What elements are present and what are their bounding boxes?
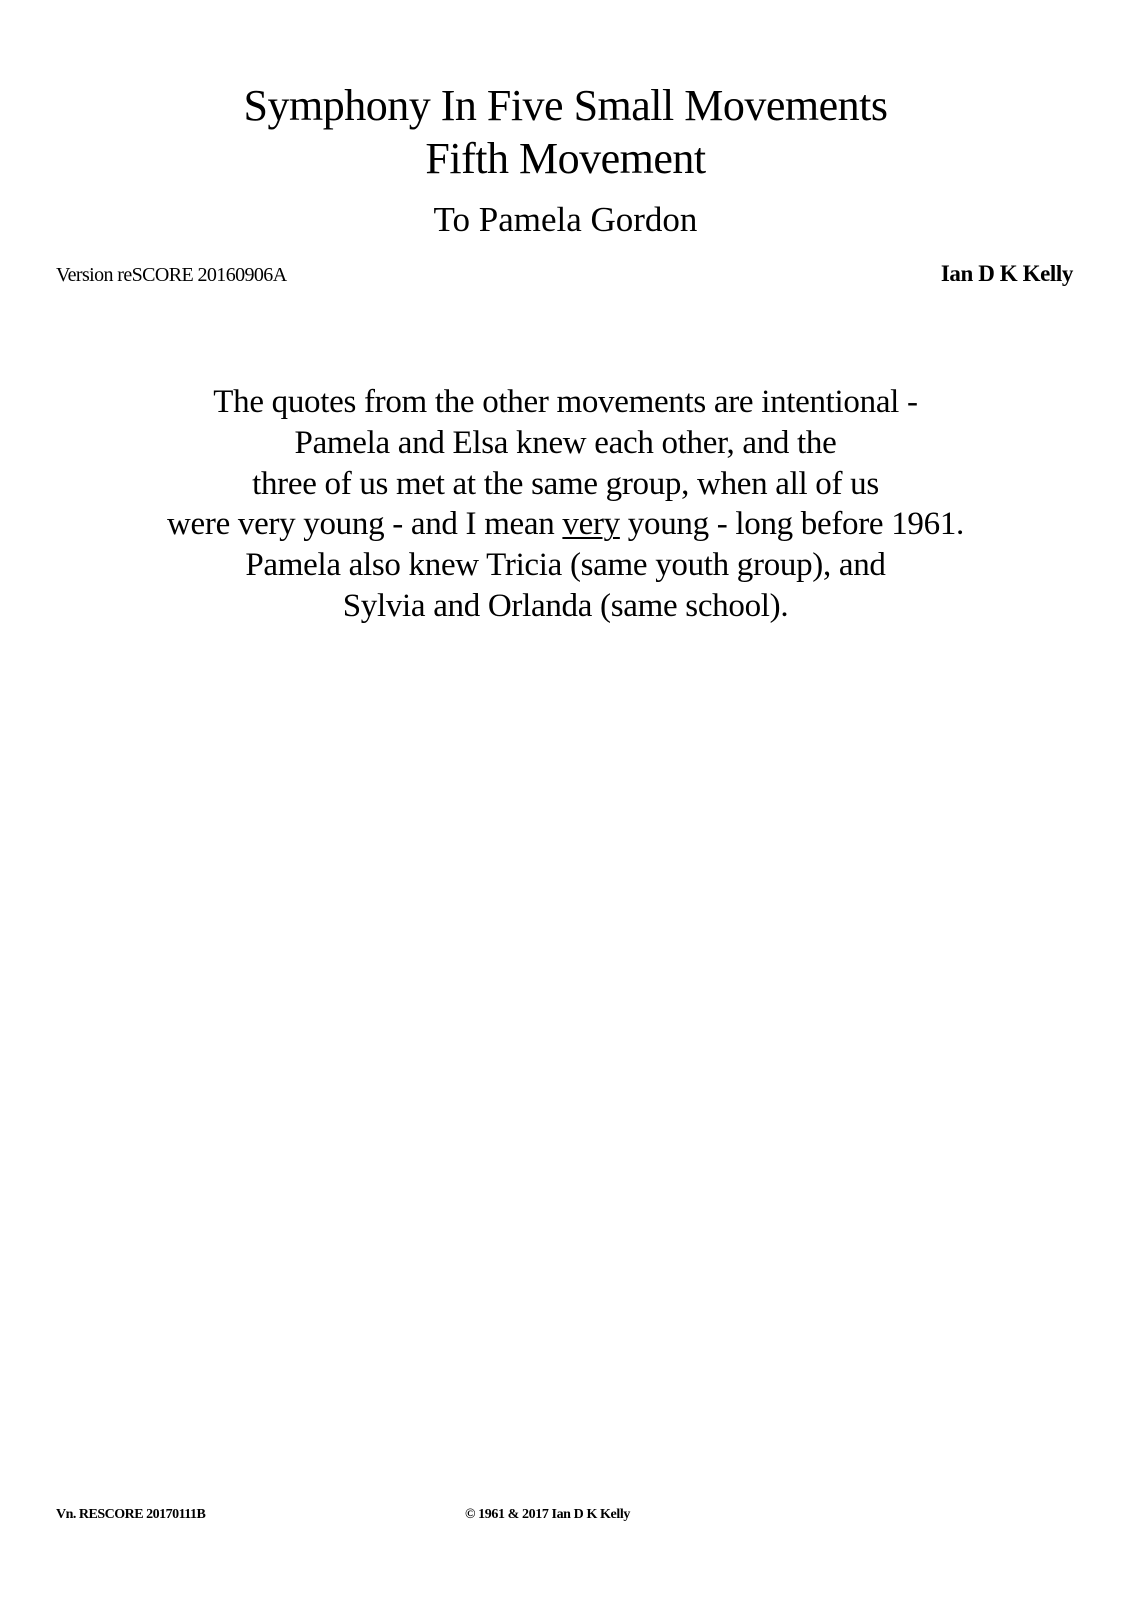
- notes-line: Pamela also knew Tricia (same youth group), and: [245, 547, 886, 584]
- page-title: Symphony In Five Small Movements: [243, 81, 888, 130]
- program-notes: [0, 382, 1131, 627]
- footer-copyright: © 1961 & 2017 Ian D K Kelly: [465, 1507, 630, 1522]
- notes-line: three of us met at the same group, when all of us: [252, 465, 879, 502]
- notes-line: [0, 504, 1131, 545]
- dedication: To Pamela Gordon: [433, 200, 698, 239]
- version-label: Version reSCORE 20160906A: [56, 264, 287, 286]
- movement-title: Fifth Movement: [425, 134, 706, 183]
- composer-name: Ian D K Kelly: [940, 261, 1073, 286]
- footer-version: Vn. RESCORE 20170111B: [56, 1507, 206, 1522]
- emphasis-text: very: [562, 506, 620, 543]
- notes-text: young - long before 1961.: [619, 506, 964, 543]
- notes-line: Pamela and Elsa knew each other, and the: [294, 424, 837, 461]
- notes-line: The quotes from the other movements are intentional -: [213, 384, 918, 420]
- notes-text: were very young - and I mean: [167, 506, 563, 543]
- notes-line: Sylvia and Orlanda (same school).: [342, 587, 789, 624]
